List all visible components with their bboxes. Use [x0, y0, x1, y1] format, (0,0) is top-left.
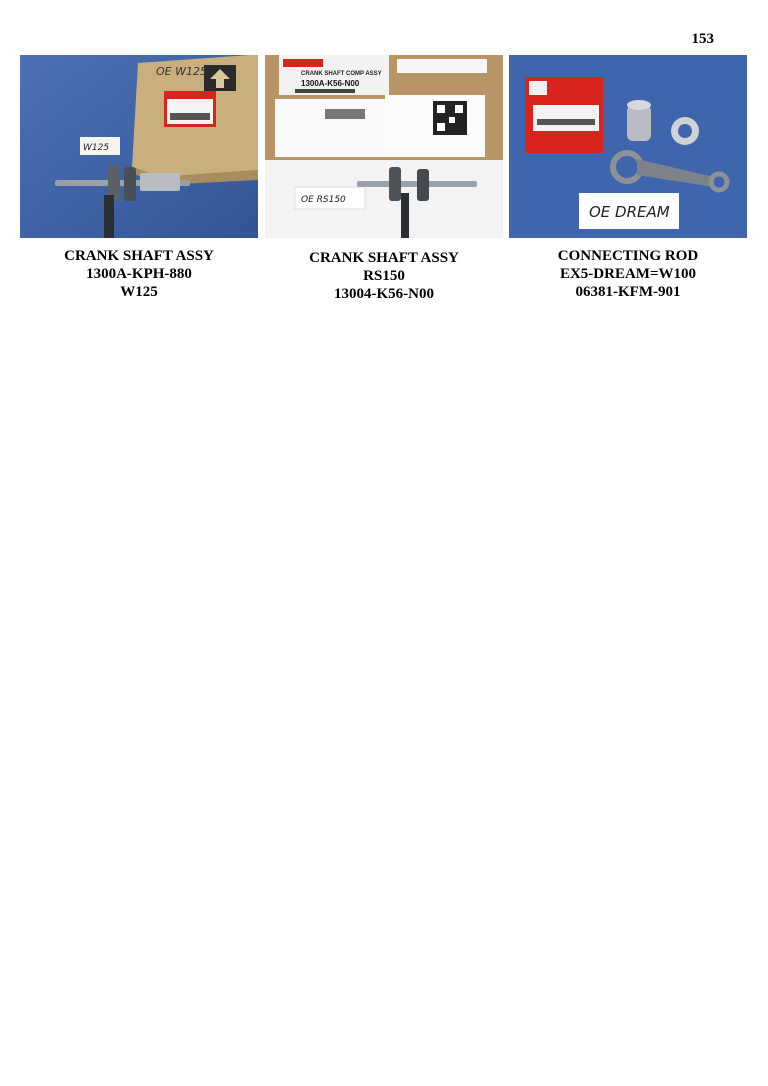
tag-text: OE DREAM [589, 203, 670, 221]
item-title: CONNECTING ROD [557, 248, 699, 264]
caption-crankshaft-rs150 [265, 249, 503, 303]
item-model: RS150 [363, 268, 405, 284]
caption-crankshaft-w125 [20, 247, 258, 301]
connecting-rod-image [509, 55, 747, 238]
item-model: EX5-DREAM=W100 [559, 266, 697, 282]
item-part-number: 1300A-KPH-880 [86, 266, 192, 282]
product-photo-crankshaft-w125 [20, 55, 258, 238]
item-part-number: 13004-K56-N00 [334, 286, 434, 302]
crankshaft-rs150-image [265, 55, 503, 238]
tag-text: W125 [83, 143, 110, 153]
product-photo-crankshaft-rs150 [265, 55, 503, 238]
tag-text: OE RS150 [301, 195, 346, 205]
product-photo-connecting-rod [509, 55, 747, 238]
item-title: CRANK SHAFT ASSY [64, 248, 214, 264]
label-title-text: CRANK SHAFT COMP ASSY [301, 71, 382, 77]
item-model: W125 [120, 284, 158, 300]
crankshaft-w125-image [20, 55, 258, 238]
item-part-number: 06381-KFM-901 [575, 284, 681, 300]
label-code-text: 1300A-K56-N00 [301, 79, 360, 88]
item-title: CRANK SHAFT ASSY [309, 250, 459, 266]
box-marking-text: OE W125 [156, 65, 207, 78]
caption-connecting-rod [509, 247, 747, 301]
page-number: 153 [691, 31, 714, 47]
